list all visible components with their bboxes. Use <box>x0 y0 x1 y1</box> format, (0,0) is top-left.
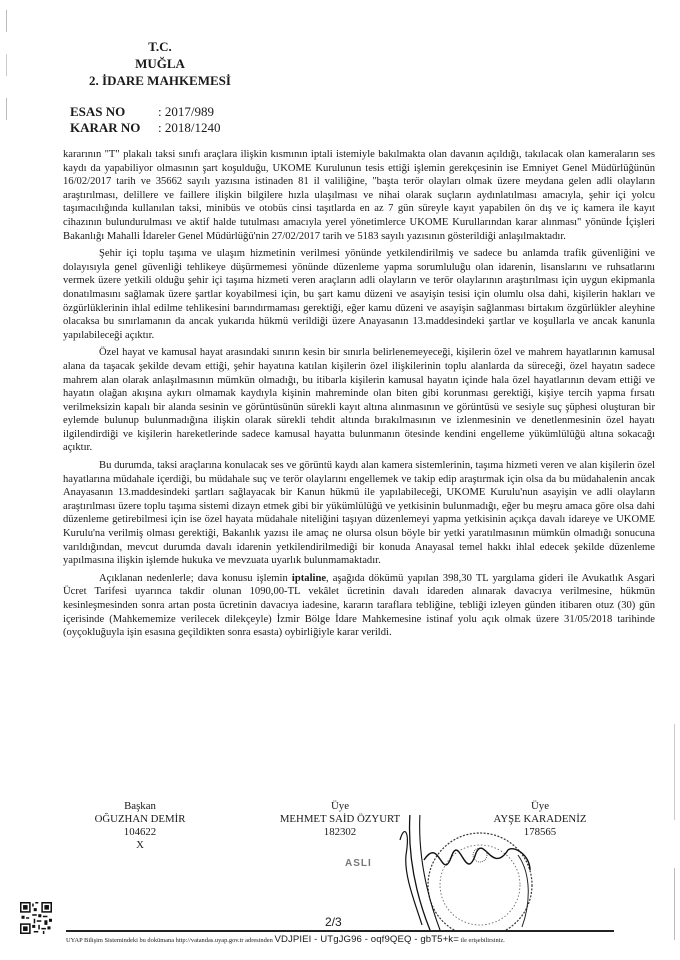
case-references <box>70 104 220 136</box>
signer-role: Üye <box>531 800 549 812</box>
court-seal-signature-icon <box>380 815 540 930</box>
scan-edge-mark <box>674 700 675 940</box>
paragraph-verdict <box>63 572 655 640</box>
signer-id: 104622 <box>123 826 157 838</box>
signer-name: OĞUZHAN DEMİR <box>94 813 186 825</box>
decision-body <box>63 148 655 644</box>
paragraph-1: kararının "T" plakalı taksi sınıfı araçlara ilişkin kısmının iptali istemiyle bakılmakta olan davanın açıldığı, takılacak olan kameraların ses kaydı da yapabiliyor olmasının şart koşulduğu, UKOME Kurulunun tesis ettiği işlemin gerekçesinin ise Emniyet Genel Müdürlüğünün 16/02/2017 tarih ve 35662 sayılı yazısına istinaden 81 il valiliğine, "başta terör olayları olmak üzere meydana gelen adli olayların araştırılması, delillere ve faillere ilişkin bilgilere hızla ulaşılması ve nihai olarak suçların aydınlatılması amacıyla, şehir içi yolcu taşımacılığında kullanılan taksi, minibüs ve otobüs cinsi taşıtlarda en az 7 gün süreyle kayıt yapabilen ön dış ve iç kamera ile kayıt cihazının bulundurulması ve aktif halde tutulması amacıyla yerel yönetimlerce UKOME Kurullarından karar alınması" yönünde İçişleri Bakanlığı Mahalli İdareler Genel Müdürlüğü'nin 27/02/2017 tarih ve 5183 sayılı yazısının gösterildiği anlaşılmaktadır. <box>63 149 655 242</box>
page-number: 2/3 <box>325 915 342 929</box>
footer-suffix: ile erişebilirsiniz. <box>460 937 505 944</box>
footer-prefix: UYAP Bilişim Sistemindeki bu dokümana http://vatandas.uyap.gov.tr adresinden <box>66 937 273 944</box>
paragraph-3: Özel hayat ve kamusal hayat arasındaki sınırın kesin bir sınırla belirlenemeyeceği, kişilerin özel ve mahrem hayatlarının kamusal alana da taşacak şekilde devam ettiği, şehir hayatına katılan kişilerin özel ilişkilerinin toplu alanlarda da süreceği, özel hayatın sadece mahrem alan olarak anlaşılmasının mümkün olmadığı, bu itibarla kişilerin kamusal hayatın içinde hala özel hayatlarının devam ettiği ve hayatın olağan akışına aykırı olmamak kaydıyla kişinin mahreminde olan biten gibi korunması gerektiği, kişiye tercih yapma fırsatı verilmeksizin kapalı bir alanda sesinin ve görüntüsünün sürekli kayıt altına alınmasının ve görüntüsü ve sesiyle suç şüphesi oluşturan bir eylemde bulunup bulunmadığına ilişkin olarak sürekli tehdit altında bırakılmasının ve izlenmesinin ve denetlenmesinin özel hayatı ilgilendirdiği ve kişilerin hareketlerinde sadece kamusal hayatta bulunmanın ötesinde kendini engelleme yükümlülüğü altına sokacağı açıktır. <box>63 347 655 454</box>
scan-edge-mark <box>6 10 7 120</box>
signer-mark: X <box>136 839 144 851</box>
esas-no-value: : 2017/989 <box>158 104 214 119</box>
qr-code-icon <box>20 900 52 936</box>
header-line-tc: T.C. <box>148 39 172 54</box>
karar-no-label: KARAR NO <box>70 120 141 135</box>
verdict-text-end: , aşağıda dökümü yapılan 398,30 TL yargılama gideri ile Avukatlık Asgari Ücret Tarifesi uyarınca takdir olunan 1090,00-TL vekâlet ücretinin davalı idareden alınarak davacıya verilmesine, hükmün kesinleşmesinden sonra artan posta ücretinin davacıya iadesine, kararın taraflara tebliğine, tebliği izleyen günden itibaren otuz (30) gün içerisinde (Mahkememize verilecek dilekçeyle) İzmir Bölge İdare Mahkemesine istinaf yolu açık olmak üzere 31/05/2018 tarihinde (oyçokluğuyla işin esasına geçildikten sonra esasta) oybirliğiyle karar verildi. <box>63 572 655 639</box>
header-line-court: 2. İDARE MAHKEMESİ <box>89 73 231 88</box>
verification-code: VDJPIEI - UTgJG96 - oqf9QEQ - gbT5+k= <box>274 934 459 945</box>
esas-no-row <box>70 104 220 120</box>
signer-id: 178565 <box>523 826 557 838</box>
court-header <box>70 38 250 89</box>
paragraph-4: Bu durumda, taksi araçlarına konulacak ses ve görüntü kaydı alan kamera sistemlerinin, taşıma hizmeti veren ve alan kişilerin özel hayatlarına müdahale içerdiği, bu müdahale suç ve terör olaylarını engellemek ve takip edip araştırmak için olsa da bu müdahalenin ancak Anayasanın 13.maddesindeki şartları sağlayacak bir Kanun hükmü ile yapılabileceği, UKOME Kurulu'nun asayişin ve adli olayların araştırılması üzere toplu taşıma sistemi dizayn etmek gibi bir yükümlülüğü ve yetkisinin bulunmadığı, eğer bu meşru amaca göre olsa dahi düzenleme getirebilmesi için ise özel hayata müdahale niteliğini taşıyan düzenlemeyi yapma yetkisinin açıkça davalı idareye ve UKOME Kurulu'na verilmiş olması gerektiği, Bakanlık yazısı ile amaç ne olursa olsun böyle bir yetki yaratılmasının mümkün olmadığı sonucuna varıldığından, mevcut durumda davalı idarenin yetkilendirilmediği bir konuda Anayasal temel hakkı ihlal edecek şekilde düzenleme yapılmasına ilişkin işlemde hukuka ve mevzuata uyarlık bulunmamaktadır. <box>63 460 655 567</box>
paragraph-2: Şehir içi toplu taşıma ve ulaşım hizmetinin verilmesi yönünde yetkilendirilmiş ve sadece bu anlamda trafik güvenliğini ve dolayısıyla genel güvenliği tehlikeye düşürmemesi yönünde düzenleme yapma sorumluluğu olan idarenin, lisanslarını ve ruhsatlarını vermek üzere yetkili olduğu şehir içi taşıma hizmeti veren araçların adli olayların ve terör olaylarının araştırılması için uygun ekipmanla donatılmasını sağlamak üzere şartlar koyabilmesi için, bu şart kamu düzeni ve asayişin tesisi için olumlu olsa dahi, kişilerin hakları ve özgürlüklerinin ihlal edilme tehlikesini barındırmaması gerektiği, eğer kamu düzeni ve asayişin sağlanması birtakım özgürlükler aleyhine olacaksa bu sınırlamanın da ancak yukarıda hükmü verildiği üzere Anayasanın 13.maddesindeki şartlar ve koşullarla ve ancak kanunla yapılabileceği açıktır. <box>63 248 655 341</box>
signer-role: Başkan <box>124 800 156 812</box>
signer-role: Üye <box>331 800 349 812</box>
verdict-text-start: Açıklanan nedenlerle; dava konusu işlemin <box>99 572 292 584</box>
footer-divider <box>66 930 614 932</box>
signer-president <box>60 800 220 852</box>
uyap-verification-footer <box>66 935 626 946</box>
esas-no-label: ESAS NO <box>70 104 126 119</box>
karar-no-value: : 2018/1240 <box>158 120 221 135</box>
signer-id: 182302 <box>323 826 357 838</box>
signature-block <box>60 800 660 860</box>
karar-no-row <box>70 120 220 136</box>
signer-name: MEHMET SAİD ÖZYURT <box>279 813 401 825</box>
header-line-city: MUĞLA <box>135 56 185 71</box>
verdict-keyword: iptaline <box>291 572 327 584</box>
stamp-asli-text: ASLI <box>345 858 372 869</box>
signer-name: AYŞE KARADENİZ <box>493 813 587 825</box>
